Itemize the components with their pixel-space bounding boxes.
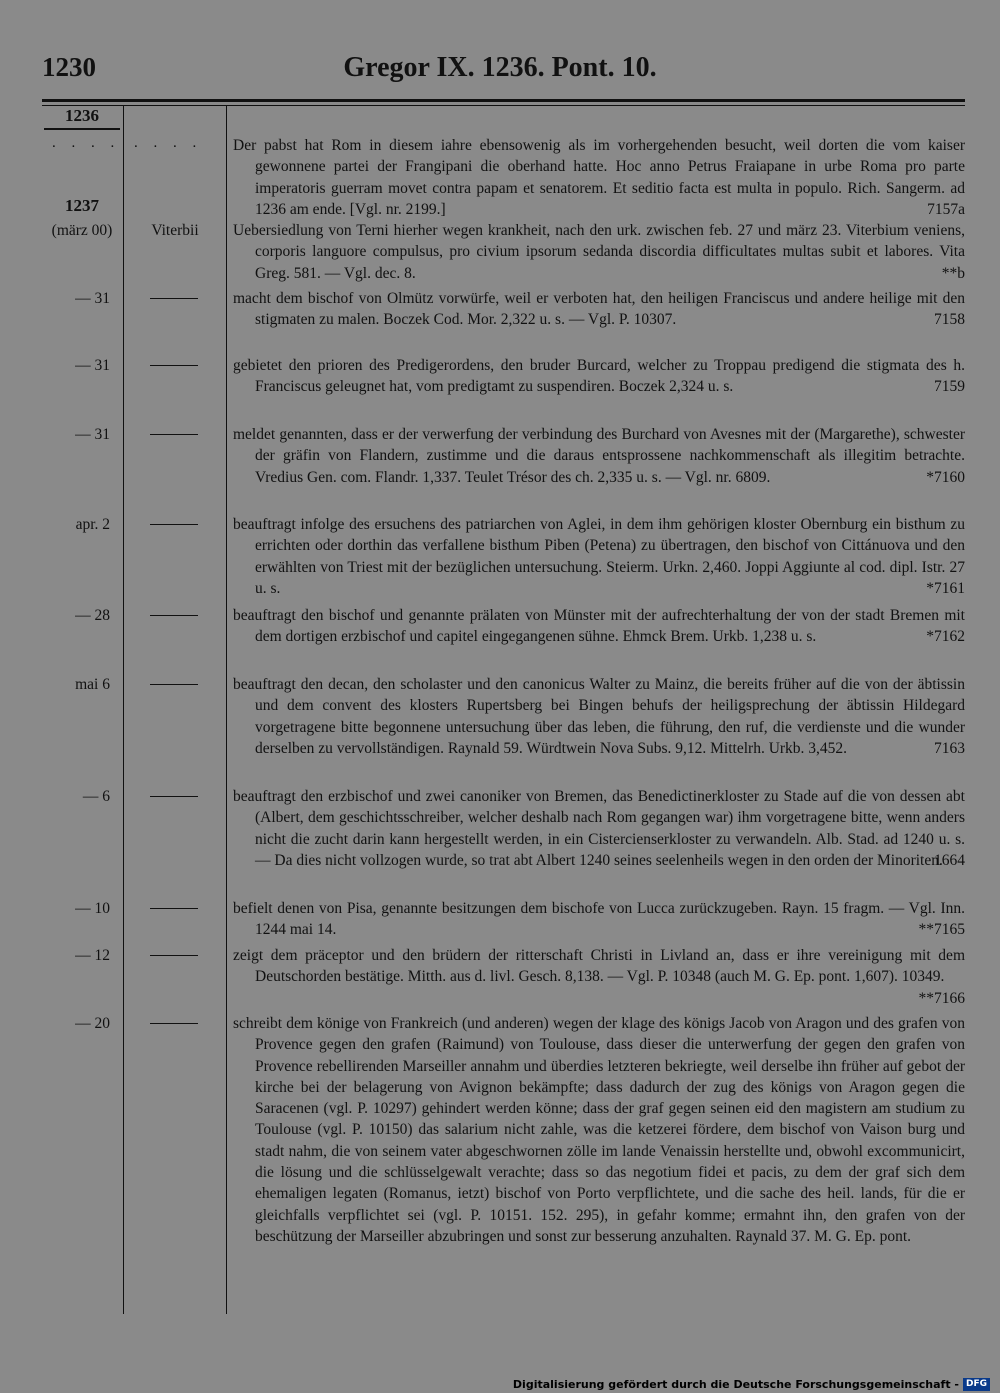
entry-place: Viterbii [151, 222, 199, 239]
entry-number: 7158 [934, 311, 965, 329]
entry-body: meldet genannten, dass er der verwerfung der verbindung des Burchard von Avesnes mit der (Margarethe), schwester der gräfin von Flandern, zustimme und die daraus entsprossene nachkommenschaft als illegitim betrachte. Vredius Gen. com. Flandr. 1,337. Teulet Trésor des ch. 2,335 u. s. — Vgl. nr. 6809. [233, 426, 965, 486]
dfg-logo: DFG [963, 1378, 990, 1391]
running-head: Gregor IX. 1236. Pont. 10. [343, 52, 657, 83]
entry-body: macht dem bischof von Olmütz vorwürfe, weil er verboten hat, den heiligen Franciscus und andere heilige mit den stigmaten zu malen. Boczek Cod. Mor. 2,322 u. s. — Vgl. P. 10307. [233, 290, 965, 329]
header-rule [42, 99, 965, 106]
footer-credit [513, 1378, 990, 1391]
entry-text [233, 288, 965, 331]
entry-text [233, 605, 965, 648]
place-dash [150, 1023, 198, 1024]
entry-date: — 31 [75, 290, 110, 307]
entry-number: 7163 [934, 739, 965, 757]
entry-number: 7157a [927, 200, 965, 218]
entry-body: beauftragt den bischof und genannte prälaten von Münster mit der aufrechterhaltung der von der stadt Bremen mit dem dortigen erzbischof und capitel eingegangenen sühne. Ehmck Brem. Urkb. 1,238 u. s. [233, 607, 965, 646]
place-dash [150, 615, 198, 616]
column-divider-left [123, 106, 124, 1314]
entry-text [233, 945, 965, 1009]
entry-date: — 31 [75, 426, 110, 443]
entry-text [233, 514, 965, 599]
entry-number: *7161 [926, 579, 965, 597]
place-dash [150, 434, 198, 435]
place-dash [150, 908, 198, 909]
entry-text [233, 355, 965, 398]
entry-body: Uebersiedlung von Terni hierher wegen krankheit, nach den urk. zwischen feb. 27 und märz 23. Viterbium veniens, corporis languore compulsus, pro civium ipsorum sedanda discordia difficultates multas subit et labores. Vita Greg. 581. — Vgl. dec. 8. [233, 222, 965, 282]
entry-date: — 28 [75, 607, 110, 624]
place-dash [150, 796, 198, 797]
entry-body: beauftragt den erzbischof und zwei canoniker von Bremen, das Benedictinerkloster zu Stade auf die von dessen abt (Albert, dem geschichtsschreiber, welcher deshalb nach Rom gegangen war) ihm vorgetragene bitte, wenn anders nicht die zucht darin kann hergestellt werden, in ein Cistercienserkloster zu verwandeln. Alb. Stad. ad 1240 u. s. — Da dies nicht vollzogen wurde, so trat abt Albert 1240 seines seelenheils wegen in den orden der Minoriten. [233, 788, 965, 869]
place-dash [150, 365, 198, 366]
entry-number: *7162 [926, 628, 965, 646]
entry-body: gebietet den prioren des Predigerordens, den bruder Burcard, welcher zu Troppau predigend die stigmata des h. Franciscus geleugnet hat, vom predigtamt zu suspendiren. Boczek 2,324 u. s. [233, 357, 965, 396]
place-dash [150, 524, 198, 525]
entry-text [233, 424, 965, 488]
place-ellipsis: . . . . [134, 135, 203, 151]
entry-text [233, 220, 965, 284]
year-1237: 1237 [65, 196, 99, 215]
entry-text [233, 898, 965, 941]
place-dash [150, 684, 198, 685]
entry-date: — 12 [75, 947, 110, 964]
date-ellipsis: . . . . [52, 135, 121, 151]
entry-date: — 10 [75, 900, 110, 917]
year-box: 1236 [44, 106, 120, 130]
entry-body: Der pabst hat Rom in diesem iahre ebensowenig als im vorhergehenden besucht, weil dorten die vom kaiser gewonnene partei der Frangipani die oberhand hatte. Hoc anno Petrus Fraiapane in urbe Roma pro parte imperatoris guerram movet contra papam et senatorem. Et seditio facta est multa in populo. Rich. Sangerm. ad 1236 am ende. [Vgl. nr. 2199.] [233, 137, 965, 218]
entry-number: 1664 [934, 851, 965, 869]
entry-date: (märz 00) [51, 222, 113, 239]
entry-body: zeigt dem präceptor und den brüdern der ritterschaft Christi in Livland an, dass er ihre vereinigung mit dem Deutschorden bestätige. Mitth. aus d. livl. Gesch. 8,138. — Vgl. P. 10348 (auch M. G. Ep. pont. 1,607). 10349. [233, 947, 965, 986]
entry-number: **b [941, 264, 965, 282]
entry-number: *7160 [926, 468, 965, 486]
entry-text [233, 786, 965, 871]
entry-body: befielt denen von Pisa, genannte besitzungen dem bischofe von Lucca zurückzugeben. Rayn. 15 fragm. — Vgl. Inn. 1244 mai 14. [233, 900, 965, 939]
entry-body: schreibt dem könige von Frankreich (und anderen) wegen der klage des königs Jacob von Aragon und des grafen von Provence gegen den grafen (Raimund) von Toulouse, dass dieser die unterwerfung der gegen den grafen von Provence rebellirenden Marseiller annahm und überdies letzteren bekriegte, weil derselbe ihn früher auf gebot der kirche bei der belagerung von Avignon bekämpfte; dass dadurch der zug des königs von Aragon gegen die Saracenen (vgl. P. 10297) gehindert werden könne; dass der graf gegen seinen eid den magistern am studium zu Toulouse (vgl. P. 10150) das salarium nicht zahle, was die ketzerei fördere, dem bischof von Vaison burg und stadt nahm, die von seinem vater abgeschwornen zölle im lande Venaissin herstellte und, obwohl excommunicirt, die lösung und die schlüsselgewalt verachte; dass so das negotium fidei et pacis, zu dem der graf sich dem ehemaligen legaten (Romanus, ietzt) bischof von Porto verpflichtete, und die sache des heil. lands, für die er gleichfalls verpflichtet sei (vgl. P. 10151. 152. 295), in gefahr komme; ermahnt ihn, den grafen von der beschützung der Marseiller abzubringen und sonst zur besserung anzuhalten. Raynald 37. M. G. Ep. pont. [233, 1015, 965, 1245]
entry-text [233, 1013, 965, 1247]
page-number: 1230 [42, 52, 96, 82]
column-divider-right [226, 106, 227, 1314]
entry-date: — 31 [75, 357, 110, 374]
entry-number: **7166 [918, 989, 965, 1007]
entry-text [233, 135, 965, 220]
place-dash [150, 298, 198, 299]
entry-date: — 6 [82, 788, 110, 805]
entry-number: **7165 [918, 921, 965, 939]
entry-body: beauftragt infolge des ersuchens des patriarchen von Aglei, in dem ihm gehörigen kloster Obernburg ein bisthum zu errichten oder dorthin das verfallene bisthum Piben (Petena) zu übertragen, den bischof von Cittánuova und den erwählten von Triest mit der bezüglichen untersuchung. Steierm. Urkn. 2,460. Joppi Aggiunte al cod. dipl. Istr. 27 u. s. [233, 516, 965, 597]
entry-date: apr. 2 [75, 516, 110, 533]
entry-date: mai 6 [75, 676, 110, 693]
entry-text [233, 674, 965, 759]
entry-date: — 20 [75, 1015, 110, 1032]
entry-body: beauftragt den decan, den scholaster und den canonicus Walter zu Mainz, die bereits früher auf die von der äbtissin und dem convent des klosters Rupertsberg bei Bingen behufs der heiligsprechung der äbtissin Hildegard vorgetragene bitte begonnene untersuchung über das leben, die führung, den ruf, die verdienste und die wunder derselben zu vervollständigen. Raynald 59. Würdtwein Nova Subs. 9,12. Mittelrh. Urkb. 3,452. [233, 676, 965, 757]
footer-text: Digitalisierung gefördert durch die Deutsche Forschungsgemeinschaft - [512, 1378, 959, 1391]
entry-number: 7159 [934, 378, 965, 396]
place-dash [150, 955, 198, 956]
